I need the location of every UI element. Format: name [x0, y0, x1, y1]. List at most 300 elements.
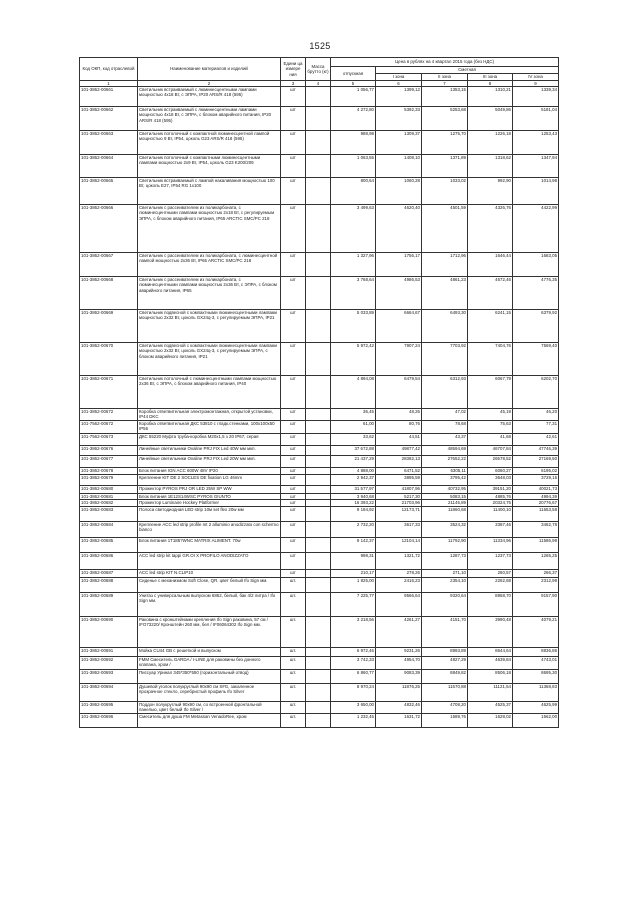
row-zone-3-price: 1237,73: [468, 552, 513, 569]
row-zone-4-price: 1562,00: [513, 713, 559, 727]
row-name: Светильник встраиваемый с люминесцентными лампами мощностью 4х18 Вт, с ЭПРА, IP20 ARS/R 418 (595): [138, 87, 281, 107]
row-zone-1-price: 4261,27: [376, 616, 422, 647]
row-mass: [306, 521, 331, 537]
header-zone-4: IV зона: [513, 74, 559, 81]
row-zone-4-price: 5181,04: [513, 107, 559, 131]
table-row: [80, 420, 559, 433]
row-zone-3-price: 3648,03: [468, 474, 513, 485]
row-zone-3-price: 6067,79: [468, 376, 513, 409]
row-zone-4-price: 11586,99: [513, 537, 559, 552]
row-code: 101-3862-00668: [80, 277, 138, 310]
row-release-price: 2 942,37: [331, 474, 376, 485]
row-zone-1-price: 12173,71: [376, 506, 422, 521]
row-zone-3-price: 46707,84: [468, 445, 513, 455]
price-table: [79, 57, 559, 728]
row-zone-3-price: 39151,20: [468, 485, 513, 493]
row-unit: шт: [281, 455, 306, 467]
row-code: 101-3862-00671: [80, 376, 138, 409]
row-name: Душевой уголок полукруглый 90х90 см S#G, закаленное прозрачное стекло, серебристый профиль Ifo Silver: [138, 683, 281, 701]
row-zone-1-price: 6664,67: [376, 310, 422, 343]
column-number: 8: [468, 81, 513, 87]
row-zone-1-price: 1321,72: [376, 552, 422, 569]
row-zone-3-price: 3990,48: [468, 616, 513, 647]
table-row: [80, 467, 559, 474]
row-mass: [306, 669, 331, 683]
row-mass: [306, 409, 331, 420]
row-zone-1-price: 12104,14: [376, 537, 422, 552]
row-release-price: 9 142,37: [331, 537, 376, 552]
row-name: Светильник потолочный с компактными люминесцентными лампами мощностью 2х9 Вт, IP54, цоколь G23 K200/209: [138, 155, 281, 178]
row-unit: шт: [281, 277, 306, 310]
row-zone-1-price: 278,26: [376, 569, 422, 577]
row-code: 101-3862-00664: [80, 155, 138, 178]
row-release-price: 33,62: [331, 433, 376, 445]
row-release-price: 31 577,97: [331, 485, 376, 493]
row-zone-1-price: 80,76: [376, 420, 422, 433]
row-zone-4-price: 11368,83: [513, 683, 559, 701]
table-row: [80, 107, 559, 131]
row-zone-1-price: 9566,64: [376, 592, 422, 616]
row-code: 101-3862-00688: [80, 577, 138, 592]
row-release-price: 3 218,56: [331, 616, 376, 647]
row-name: Светильник подвесной с компактными люминесцентными лампами мощностью 2х32 Вт, цоколь GX24q-3, с регулируемым ЭПРА, IP21: [138, 310, 281, 343]
row-zone-2-price: 3524,32: [422, 521, 468, 537]
column-number: 5: [331, 81, 376, 87]
row-name: Светильник потолочный с компактной люминесцентной лампой мощностью 9 Вт, IP54, цоколь G23 ARS/R 418 (595): [138, 131, 281, 155]
row-zone-2-price: 5083,15: [422, 493, 468, 499]
header-zone-3: III зона: [468, 74, 513, 81]
row-release-price: 16 393,22: [331, 499, 376, 506]
row-zone-4-price: 1339,34: [513, 87, 559, 107]
row-zone-1-price: 4832,46: [376, 701, 422, 713]
row-code: 101-3862-00693: [80, 669, 138, 683]
row-zone-3-price: 8958,70: [468, 592, 513, 616]
row-code: 101-3862-00662: [80, 107, 138, 131]
row-unit: шт: [281, 343, 306, 376]
row-mass: [306, 376, 331, 409]
row-zone-1-price: 7907,24: [376, 343, 422, 376]
row-code: 101-7562-00672: [80, 420, 138, 433]
row-code: 101-3862-00681: [80, 493, 138, 499]
row-zone-4-price: 47746,39: [513, 445, 559, 455]
row-zone-4-price: 4994,39: [513, 493, 559, 499]
row-name: Унитаз с универсальным выпуском 6862, белый, бак 4/2 литра / Ifo Sign мм.: [138, 592, 281, 616]
row-zone-2-price: 271,10: [422, 569, 468, 577]
row-zone-1-price: 9083,39: [376, 669, 422, 683]
row-name: Коробка ответвительная ДКС 53810 с гладк.стенками, 100х100х50 IP56: [138, 420, 281, 433]
row-zone-2-price: 4708,20: [422, 701, 468, 713]
row-zone-2-price: 6305,11: [422, 467, 468, 474]
row-mass: [306, 277, 331, 310]
table-row: [80, 445, 559, 455]
row-name: Прожектор Luminaire Hockey Platformer: [138, 499, 281, 506]
table-row: [80, 521, 559, 537]
column-number: 6: [376, 81, 422, 87]
row-zone-3-price: 6060,27: [468, 467, 513, 474]
row-code: 101-3862-00682: [80, 499, 138, 506]
row-unit: шт: [281, 107, 306, 131]
row-zone-1-price: 1756,17: [376, 253, 422, 277]
row-zone-1-price: 1309,37: [376, 131, 422, 155]
row-zone-4-price: 6379,92: [513, 310, 559, 343]
row-release-price: 4 272,80: [331, 107, 376, 131]
row-mass: [306, 683, 331, 701]
row-zone-2-price: 47,02: [422, 409, 468, 420]
row-release-price: 800,64: [331, 178, 376, 205]
table-row: [80, 499, 559, 506]
row-unit: шт.: [281, 616, 306, 647]
table-row: [80, 277, 559, 310]
row-zone-3-price: 8644,64: [468, 647, 513, 656]
row-zone-3-price: 6241,15: [468, 310, 513, 343]
table-row: [80, 155, 559, 178]
row-zone-4-price: 9157,90: [513, 592, 559, 616]
row-release-price: 8 970,24: [331, 683, 376, 701]
row-zone-3-price: 11400,10: [468, 506, 513, 521]
row-zone-1-price: 48,26: [376, 409, 422, 420]
row-zone-1-price: 11876,25: [376, 683, 422, 701]
row-name: Мойка CU44 GB с решеткой и выпуском: [138, 647, 281, 656]
row-zone-4-price: 20776,67: [513, 499, 559, 506]
row-zone-4-price: 40021,73: [513, 485, 559, 493]
table-row: [80, 205, 559, 253]
row-zone-3-price: 5049,86: [468, 107, 513, 131]
row-zone-4-price: 8836,86: [513, 647, 559, 656]
row-mass: [306, 131, 331, 155]
row-zone-3-price: 41,68: [468, 433, 513, 445]
header-release-price: отпускная: [331, 67, 376, 81]
row-zone-3-price: 1646,44: [468, 253, 513, 277]
row-unit: шт: [281, 493, 306, 499]
row-mass: [306, 178, 331, 205]
row-mass: [306, 701, 331, 713]
row-zone-1-price: 1631,72: [376, 713, 422, 727]
row-unit: шт.: [281, 656, 306, 669]
row-zone-2-price: 40732,95: [422, 485, 468, 493]
row-code: 101-3862-00669: [80, 310, 138, 343]
row-code: 101-3862-00667: [80, 253, 138, 277]
row-mass: [306, 445, 331, 455]
row-unit: шт: [281, 253, 306, 277]
row-unit: шт.: [281, 577, 306, 592]
row-release-price: 3 768,64: [331, 277, 376, 310]
row-zone-3-price: 2262,68: [468, 577, 513, 592]
row-unit: шт: [281, 420, 306, 433]
column-number: 9: [513, 81, 559, 87]
row-name: Крепление KIT DE 2 SOCLES DE fixation LG 46mm: [138, 474, 281, 485]
row-zone-2-price: 1353,15: [422, 87, 468, 107]
row-release-price: 36,45: [331, 409, 376, 420]
row-zone-1-price: 1408,10: [376, 155, 422, 178]
row-release-price: 61,00: [331, 420, 376, 433]
row-mass: [306, 569, 331, 577]
table-row: [80, 683, 559, 701]
row-code: 101-3862-00663: [80, 131, 138, 155]
row-code: 101-3862-00692: [80, 656, 138, 669]
table-body: [80, 87, 559, 728]
table-row: [80, 656, 559, 669]
row-zone-1-price: 4620,40: [376, 205, 422, 253]
row-mass: [306, 455, 331, 467]
table-row: [80, 131, 559, 155]
column-number: 4: [306, 81, 331, 87]
table-row: [80, 178, 559, 205]
row-name: Коробка ответвительная электромонтажная, открытой установки, IP44 DKC: [138, 409, 281, 420]
row-name: Блок питания 1T185?WNC MATRIX ALIMENT. 70w: [138, 537, 281, 552]
row-zone-2-price: 2354,10: [422, 577, 468, 592]
row-unit: шт: [281, 506, 306, 521]
row-code: 101-3862-00676: [80, 445, 138, 455]
row-zone-4-price: 4422,99: [513, 205, 559, 253]
row-name: Крепление ACC led strip profile mt 2 alluminio anodizzato con schermo bianco: [138, 521, 281, 537]
row-zone-1-price: 4954,70: [376, 656, 422, 669]
row-zone-1-price: 5217,30: [376, 493, 422, 499]
row-zone-1-price: 28382,13: [376, 455, 422, 467]
row-release-price: 988,98: [331, 131, 376, 155]
row-code: 101-3862-00679: [80, 474, 138, 485]
row-zone-2-price: 27652,22: [422, 455, 468, 467]
row-mass: [306, 155, 331, 178]
row-release-price: 1 232,45: [331, 713, 376, 727]
row-zone-2-price: 1033,02: [422, 178, 468, 205]
row-mass: [306, 253, 331, 277]
row-zone-2-price: 5253,68: [422, 107, 468, 131]
row-release-price: 3 742,33: [331, 656, 376, 669]
row-name: Сиденье с механизмом Soft Close, QR. цвет белый Ifo Sign мм.: [138, 577, 281, 592]
row-name: Светильник с рассеивателем из поликарбоната, с люминесцентной лампой мощностью 2х36 Вт, IP65 ARCTIC SMC/PC 218: [138, 253, 281, 277]
row-unit: шт: [281, 376, 306, 409]
table-row: [80, 409, 559, 420]
table-row: [80, 474, 559, 485]
row-mass: [306, 343, 331, 376]
row-unit: шт: [281, 409, 306, 420]
row-unit: шт: [281, 205, 306, 253]
header-zone-1: I зона: [376, 74, 422, 81]
row-name: ACC led strip KIT N.CLIP10: [138, 569, 281, 577]
row-zone-3-price: 4525,37: [468, 701, 513, 713]
row-zone-4-price: 4776,35: [513, 277, 559, 310]
row-zone-2-price: 4861,23: [422, 277, 468, 310]
row-name: Светильник встраиваемый с люминесцентными лампами мощностью 4х18 Вт, с ЭПРА, с блоком аварийного питания, IP20 ARS/R 418 (595): [138, 107, 281, 131]
row-zone-2-price: 1589,76: [422, 713, 468, 727]
row-zone-1-price: 49877,42: [376, 445, 422, 455]
row-zone-2-price: 43,37: [422, 433, 468, 445]
row-zone-2-price: 21145,89: [422, 499, 468, 506]
row-zone-1-price: 6471,52: [376, 467, 422, 474]
row-unit: шт: [281, 310, 306, 343]
row-mass: [306, 485, 331, 493]
row-zone-4-price: 1014,98: [513, 178, 559, 205]
row-zone-3-price: 8506,18: [468, 669, 513, 683]
row-zone-4-price: 3729,15: [513, 474, 559, 485]
row-code: 101-3862-00687: [80, 569, 138, 577]
row-zone-2-price: 78,68: [422, 420, 468, 433]
row-zone-1-price: 1060,28: [376, 178, 422, 205]
row-name: Поддон полукруглый 90х90 см, со встроенной фронтальной панелью, цвет белый Ifo Silver /: [138, 701, 281, 713]
row-zone-2-price: 11792,90: [422, 537, 468, 552]
row-mass: [306, 656, 331, 669]
row-name: Полоса светодиодная LED strip 10м set flex 20w мм: [138, 506, 281, 521]
row-code: 101-3862-00661: [80, 87, 138, 107]
row-zone-1-price: 5392,33: [376, 107, 422, 131]
row-code: 101-3862-00690: [80, 616, 138, 647]
row-unit: шт.: [281, 701, 306, 713]
table-row: [80, 569, 559, 577]
row-release-price: 37 672,88: [331, 445, 376, 455]
row-code: 101-3862-00683: [80, 506, 138, 521]
row-release-price: 6 972,46: [331, 647, 376, 656]
table-row: [80, 310, 559, 343]
row-zone-1-price: 2416,23: [376, 577, 422, 592]
row-mass: [306, 577, 331, 592]
row-zone-3-price: 75,63: [468, 420, 513, 433]
row-unit: шт.: [281, 592, 306, 616]
row-code: 101-3862-00678: [80, 467, 138, 474]
row-zone-2-price: 3795,42: [422, 474, 468, 485]
row-name: Раковина с кронштейнами крепления Ifo Sign раковина, 57 см / IFO73220/ Кронштейн 260 мм, бел / IF06064302 Ifo Sign мм.: [138, 616, 281, 647]
row-zone-4-price: 27169,50: [513, 455, 559, 467]
row-zone-2-price: 8849,82: [422, 669, 468, 683]
table-row: [80, 647, 559, 656]
row-zone-4-price: 7569,40: [513, 343, 559, 376]
row-zone-2-price: 7703,92: [422, 343, 468, 376]
row-zone-2-price: 9320,64: [422, 592, 468, 616]
row-mass: [306, 205, 331, 253]
row-mass: [306, 713, 331, 727]
row-zone-4-price: 8695,30: [513, 669, 559, 683]
row-name: Светильник с рассеивателем из поликарбоната, с люминесцентными лампами мощностью 2х18 Вт, с регулируемым ЭПРА, с блоком аварийного питания, IP65 ARCTIC SMC/PC 218: [138, 205, 281, 253]
row-code: 101-3862-00666: [80, 205, 138, 253]
row-mass: [306, 420, 331, 433]
row-unit: шт: [281, 499, 306, 506]
row-zone-3-price: 1318,62: [468, 155, 513, 178]
row-zone-2-price: 11570,88: [422, 683, 468, 701]
row-zone-3-price: 3387,46: [468, 521, 513, 537]
row-zone-4-price: 3462,78: [513, 521, 559, 537]
table-row: [80, 537, 559, 552]
row-code: 101-7562-00673: [80, 433, 138, 445]
row-name: ACC led strip kit tappi GR.OI X PROFILO ANODIZZATO: [138, 552, 281, 569]
row-zone-4-price: 4743,01: [513, 656, 559, 669]
row-name: Светильник встраиваемый с лампой накаливания мощностью 100 Вт, цоколь E27, IP54 RG 1x100: [138, 178, 281, 205]
table-row: [80, 669, 559, 683]
header-name: Наименование материалов и изделий: [138, 58, 281, 81]
row-zone-2-price: 4827,29: [422, 656, 468, 669]
row-zone-3-price: 4885,76: [468, 493, 513, 499]
row-release-price: 3 499,63: [331, 205, 376, 253]
row-zone-2-price: 1275,70: [422, 131, 468, 155]
row-code: 101-3862-00686: [80, 552, 138, 569]
row-zone-2-price: 4151,70: [422, 616, 468, 647]
row-unit: шт: [281, 178, 306, 205]
row-release-price: 1 063,55: [331, 155, 376, 178]
row-zone-1-price: 41807,96: [376, 485, 422, 493]
row-zone-4-price: 46,20: [513, 409, 559, 420]
row-unit: шт: [281, 485, 306, 493]
column-number: 3: [281, 81, 306, 87]
row-unit: шт: [281, 467, 306, 474]
row-release-price: 1 825,00: [331, 577, 376, 592]
row-zone-1-price: 9231,26: [376, 647, 422, 656]
row-zone-4-price: 1265,25: [513, 552, 559, 569]
row-code: 101-3862-00696: [80, 713, 138, 727]
header-estimate-price: Сметная: [376, 67, 559, 74]
row-code: 101-3862-00691: [80, 647, 138, 656]
table-row: [80, 713, 559, 727]
table-row: [80, 455, 559, 467]
row-release-price: 1 327,96: [331, 253, 376, 277]
table-row: [80, 577, 559, 592]
row-release-price: 4 894,08: [331, 376, 376, 409]
column-number: 2: [138, 81, 281, 87]
row-zone-3-price: 1310,21: [468, 87, 513, 107]
row-name: ДКС 55220 Муфта труба-коробка M20х1,5 з 20 IP67, серая: [138, 433, 281, 445]
row-mass: [306, 592, 331, 616]
row-name: Блок питания IGN ACC 600W 48V IP20: [138, 467, 281, 474]
row-release-price: 4 888,00: [331, 467, 376, 474]
row-name: Смеситель для душа FM Metassan VenadoRee, хром: [138, 713, 281, 727]
row-release-price: 9 194,92: [331, 506, 376, 521]
row-zone-2-price: 1287,73: [422, 552, 468, 569]
row-zone-2-price: 6493,30: [422, 310, 468, 343]
row-zone-4-price: 42,61: [513, 433, 559, 445]
row-mass: [306, 474, 331, 485]
row-zone-3-price: 20324,75: [468, 499, 513, 506]
row-mass: [306, 467, 331, 474]
row-zone-3-price: 45,19: [468, 409, 513, 420]
row-mass: [306, 499, 331, 506]
row-mass: [306, 87, 331, 107]
table-row: [80, 592, 559, 616]
row-name: Светильник подвесной с компактными люминесцентными лампами мощностью 2х32 Вт, цоколь GX24q-3, с регулируемым ЭПРА, с блоком аварийного питания, IP21: [138, 343, 281, 376]
row-zone-3-price: 4639,84: [468, 656, 513, 669]
table-row: [80, 485, 559, 493]
row-unit: шт: [281, 155, 306, 178]
row-release-price: 21 437,29: [331, 455, 376, 467]
row-name: Прожектор PYROS PRJ OR LED 25W SP WW: [138, 485, 281, 493]
row-zone-1-price: 44,51: [376, 433, 422, 445]
row-zone-3-price: 7404,76: [468, 343, 513, 376]
table-row: [80, 376, 559, 409]
row-code: 101-3862-00680: [80, 485, 138, 493]
row-code: 101-3862-00689: [80, 592, 138, 616]
row-release-price: 1 056,77: [331, 87, 376, 107]
row-mass: [306, 537, 331, 552]
row-zone-3-price: 1226,18: [468, 131, 513, 155]
row-release-price: 998,31: [331, 552, 376, 569]
row-zone-3-price: 992,90: [468, 178, 513, 205]
row-mass: [306, 552, 331, 569]
table-row: [80, 552, 559, 569]
row-code: 101-3862-00684: [80, 521, 138, 537]
header-zone-2: II зона: [422, 74, 468, 81]
row-zone-1-price: 3895,59: [376, 474, 422, 485]
row-zone-1-price: 6479,54: [376, 376, 422, 409]
row-zone-3-price: 26578,52: [468, 455, 513, 467]
row-unit: шт: [281, 552, 306, 569]
row-code: 101-3862-00677: [80, 455, 138, 467]
row-unit: шт: [281, 474, 306, 485]
row-zone-4-price: 6195,02: [513, 467, 559, 474]
row-unit: шт: [281, 569, 306, 577]
row-zone-4-price: 4625,99: [513, 701, 559, 713]
row-name: Писсуар Уринал 345*350*550 (горизонтальный отвод): [138, 669, 281, 683]
row-zone-4-price: 1683,05: [513, 253, 559, 277]
row-zone-4-price: 266,37: [513, 569, 559, 577]
table-row: [80, 506, 559, 521]
row-zone-4-price: 1253,43: [513, 131, 559, 155]
row-unit: шт: [281, 87, 306, 107]
